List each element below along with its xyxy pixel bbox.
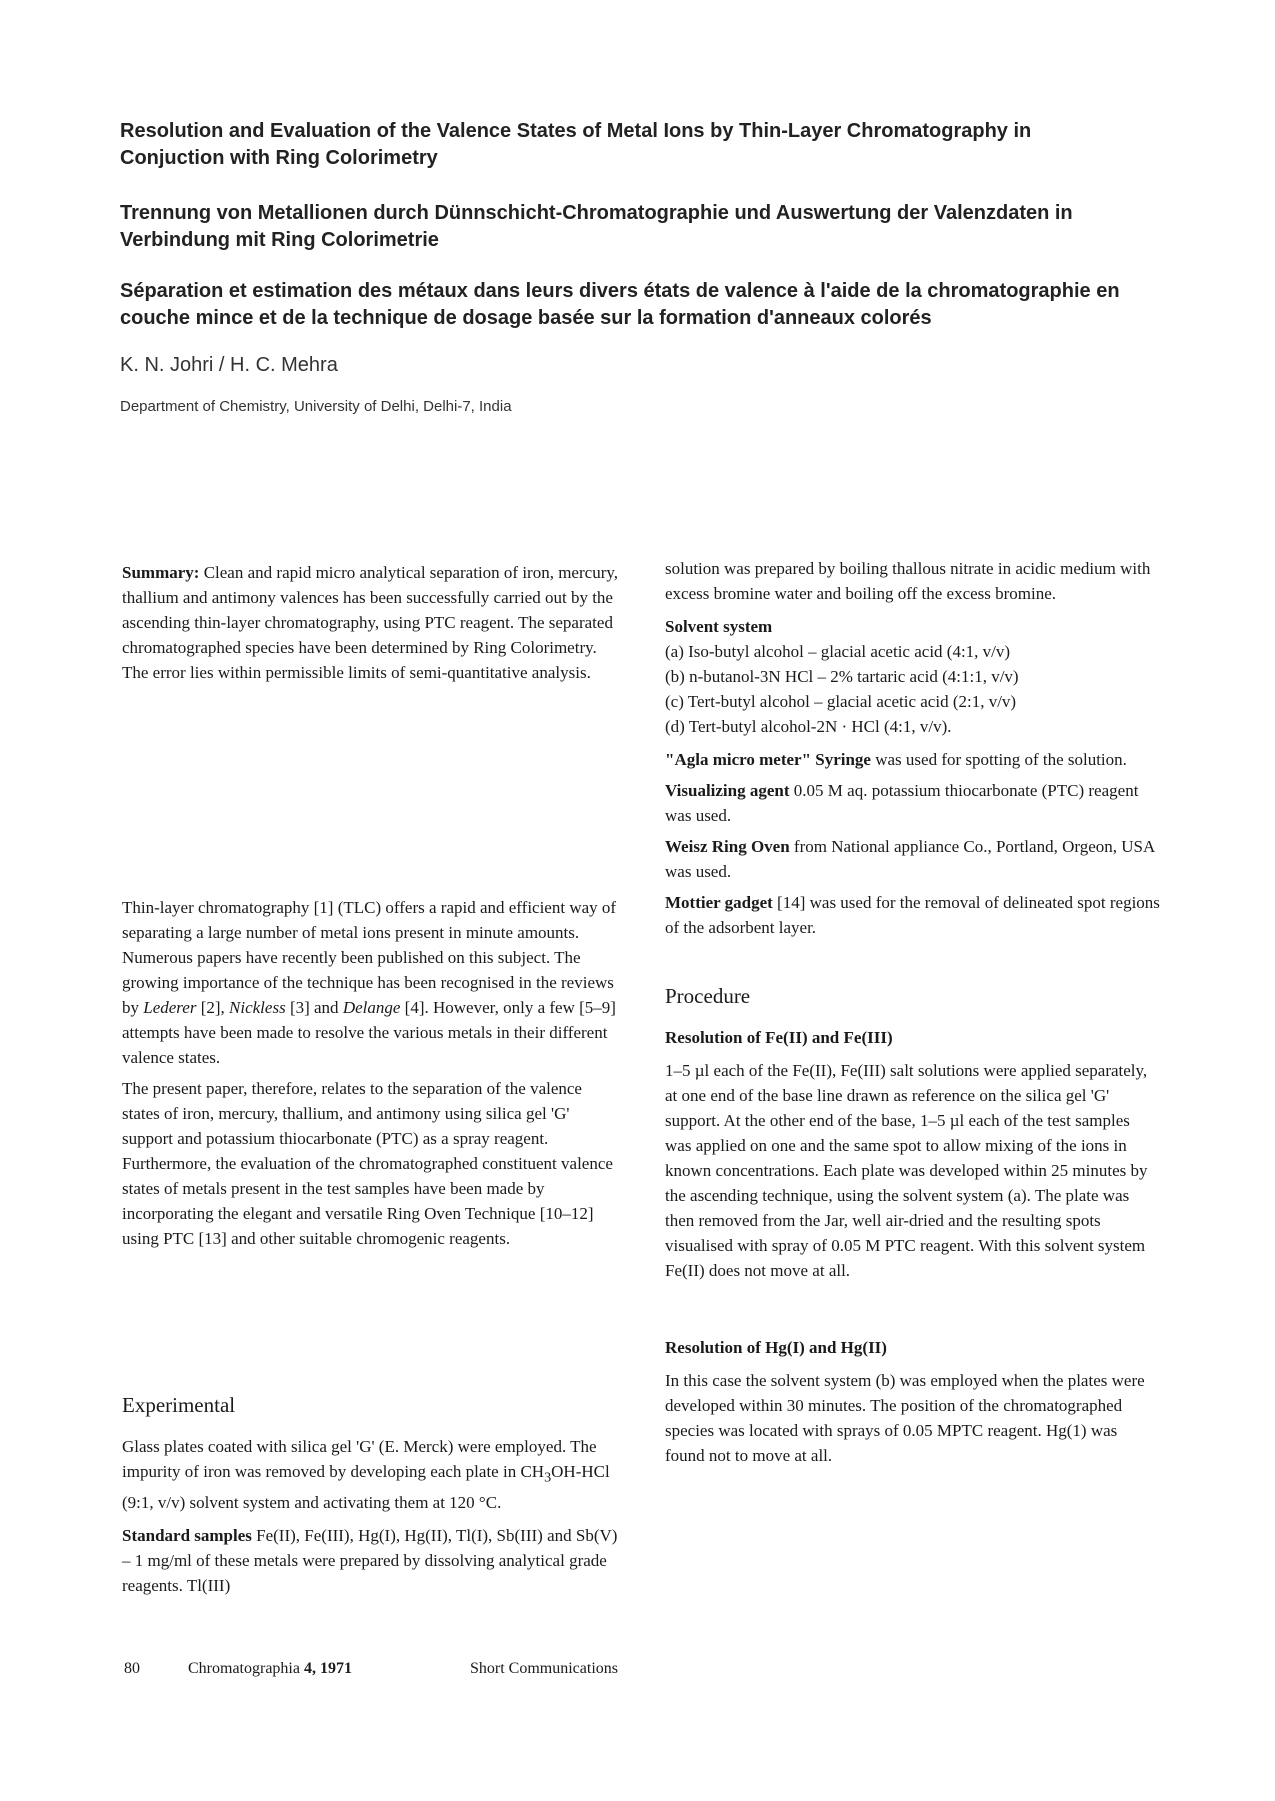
ref-delange: Delange (342, 998, 401, 1017)
fe-resolution-text: 1–5 µl each of the Fe(II), Fe(III) salt solutions were applied separately, at one end of the base line drawn as reference on the silica gel 'G' support. At the other end of the base, 1–5 µl each of the test samples was applied on one and the same spot to allow mixing of the ions in known concentrations. Each plate was developed within 25 minutes by the ascending technique, using the solvent system (a). The plate was then removed from the Jar, well air-dried and the resulting spots visualised with spray of 0.05 M PTC reagent. With this solvent system Fe(II) does not move at all. (665, 1061, 1148, 1280)
solvent-item: (a) Iso-butyl alcohol – glacial acetic acid (4:1, v/v) (665, 642, 1011, 661)
journal-volume: 4, 1971 (303, 1660, 352, 1677)
mottier-text: [14] was used for the removal of delineated spot regions of the adsorbent layer. (665, 893, 1160, 937)
authors: K. N. Johri / H. C. Mehra (120, 354, 338, 376)
visualizing-text: 0.05 M aq. potassium thiocarbonate (PTC) reagent was used. (665, 781, 1139, 825)
standard-samples-label: Standard samples (122, 1526, 252, 1546)
weisz-label: Weisz Ring Oven (665, 837, 790, 856)
introduction (122, 895, 622, 1251)
experimental-paragraph (122, 1434, 622, 1515)
agla-text: was used for spotting of the solution. (870, 750, 1127, 769)
thallium-prep-text: solution was prepared by boiling thallous nitrate in acidic medium with excess bromine water and boiling off the excess bromine. (665, 559, 1151, 603)
standard-samples (122, 1523, 622, 1598)
ref-nickless: Nickless (229, 998, 286, 1017)
page-number: 80 (124, 1660, 140, 1677)
title-german: Trennung von Metallionen durch Dünnschicht-Chromatographie und Auswertung der Valenzdaten in Verbindung mit Ring Colorimetrie (120, 202, 1073, 251)
solvent-item: (d) Tert-butyl alcohol-2N · HCl (4:1, v/v). (665, 717, 952, 736)
intro-text: [3] and (285, 998, 343, 1017)
ref-lederer: Lederer (143, 998, 197, 1017)
summary-label: Summary: (122, 563, 200, 582)
solvent-item: (b) n-butanol-3N HCl – 2% tartaric acid (4:1:1, v/v) (665, 667, 1019, 686)
visualizing-agent (665, 778, 1160, 828)
visualizing-label: Visualizing agent (665, 781, 790, 800)
intro-text: [2], (196, 998, 230, 1017)
solvent-item: (c) Tert-butyl alcohol – glacial acetic acid (2:1, v/v) (665, 692, 1017, 711)
subscript: 3 (544, 1469, 552, 1486)
summary-block (122, 560, 622, 685)
hg-resolution-text: In this case the solvent system (b) was employed when the plates were developed within 30 minutes. The position of the chromatographed species was located with sprays of 0.05 MPTC reagent. Hg(1) was found not to move at all. (665, 1371, 1145, 1465)
mottier-label: Mottier gadget (665, 893, 773, 912)
hg-resolution-heading: Resolution of Hg(I) and Hg(II) (665, 1338, 887, 1357)
experimental-text: Glass plates coated with silica gel 'G' (E. Merck) were employed. The impurity of iron was removed by developing each plate in CH (122, 1437, 597, 1481)
title-french: Séparation et estimation des métaux dans leurs divers états de valence à l'aide de la chromatographie en couche mince et de la technique de dosage basée sur la formation d'anneaux colorés (120, 280, 1120, 329)
agla-label: "Agla micro meter" Syringe (665, 750, 871, 769)
section-label: Short Communications (470, 1660, 618, 1677)
intro-paragraph-1 (122, 895, 622, 1070)
solvent-heading: Solvent system (665, 617, 773, 636)
intro-text: Thin-layer chromatography [1] (TLC) offers a rapid and efficient way of separating a large number of metal ions present in minute amounts. Numerous papers have recently been published on this subject. The growing importance of the technique has been recognised in the reviews by (122, 898, 617, 1017)
weisz-ring-oven (665, 834, 1160, 884)
experimental-section (122, 1393, 622, 1598)
procedure-heading: Procedure (665, 984, 751, 1008)
mottier-gadget (665, 890, 1160, 940)
affiliation: Department of Chemistry, University of Delhi, Delhi-7, India (120, 398, 512, 415)
standard-samples-text: Fe(II), Fe(III), Hg(I), Hg(II), Tl(I), Sb(III) and Sb(V) – 1 mg/ml of these metals were prepared by dissolving analytical grade reagents. Tl(III) (122, 1526, 618, 1596)
intro-text: [4]. However, only a few [5–9] attempts have been made to resolve the various metals in their different valence states. (122, 998, 616, 1067)
solvent-list (665, 639, 1160, 739)
intro-paragraph-2: The present paper, therefore, relates to the separation of the valence states of iron, mercury, thallium, and antimony using silica gel 'G' support and potassium thiocarbonate (PTC) as a spray reagent. Furthermore, the evaluation of the chromatographed constituent valence states of metals present in the test samples have been made by incorporating the elegant and versatile Ring Oven Technique [10–12] using PTC [13] and other suitable chromogenic reagents. (122, 1079, 613, 1248)
experimental-text: OH-HCl (9:1, v/v) solvent system and activating them at 120 °C. (122, 1462, 610, 1513)
right-column (665, 556, 1160, 1468)
summary-text: Clean and rapid micro analytical separation of iron, mercury, thallium and antimony valences has been successfully carried out by the ascending thin-layer chromatography, using PTC reagent. The separated chromatographed species have been determined by Ring Colorimetry. The error lies within permissible limits of semi-quantitative analysis. (122, 563, 618, 682)
experimental-heading: Experimental (122, 1393, 236, 1417)
journal-name (188, 1660, 352, 1678)
title-english: Resolution and Evaluation of the Valence States of Metal Ions by Thin-Layer Chromatography in Conjuction with Ring Colorimetry (120, 120, 1032, 169)
weisz-text: from National appliance Co., Portland, Orgeon, USA was used. (665, 837, 1155, 881)
journal-title: Chromatographia (188, 1660, 300, 1677)
fe-resolution-heading: Resolution of Fe(II) and Fe(III) (665, 1028, 893, 1047)
agla-syringe (665, 747, 1160, 772)
